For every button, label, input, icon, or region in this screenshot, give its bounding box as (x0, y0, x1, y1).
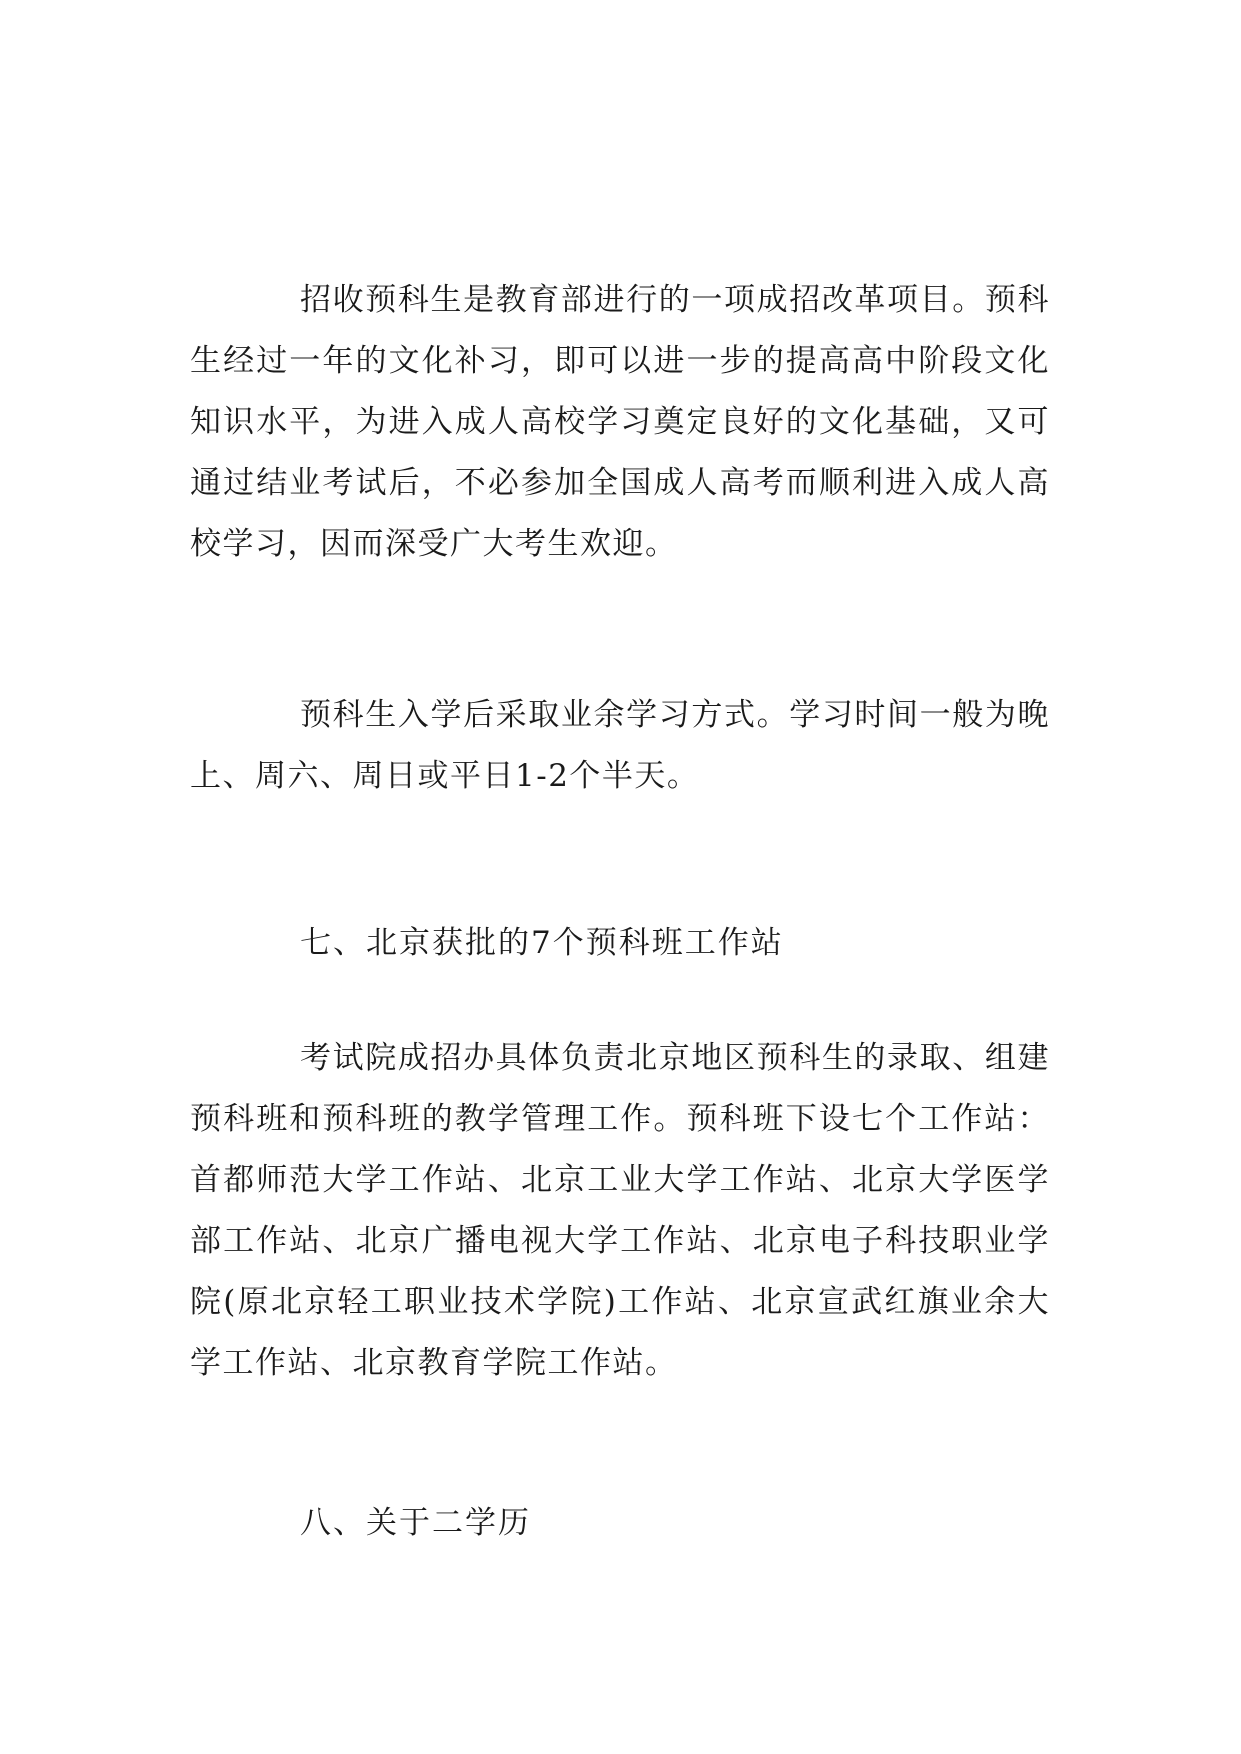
paragraph-preparatory-intro: 招收预科生是教育部进行的一项成招改革项目。预科生经过一年的文化补习，即可以进一步的提高高中阶段文化知识水平，为进入成人高校学习奠定良好的文化基础，又可通过结业考试后，不必参加全国成人高考而顺利进入成人高校学习，因而深受广大考生欢迎。 (190, 282, 1050, 562)
section-heading-seven: 七、北京获批的7个预科班工作站 (300, 925, 784, 961)
paragraph-workstations: 考试院成招办具体负责北京地区预科生的录取、组建预科班和预科班的教学管理工作。预科班下设七个工作站：首都师范大学工作站、北京工业大学工作站、北京大学医学部工作站、北京广播电视大学工作站、北京电子科技职业学院(原北京轻工职业技术学院)工作站、北京宣武红旗业余大学工作站、北京教育学院工作站。 (190, 1040, 1050, 1381)
paragraph-study-schedule: 预科生入学后采取业余学习方式。学习时间一般为晚上、周六、周日或平日1-2个半天。 (190, 697, 1050, 794)
section-heading-eight: 八、关于二学历 (300, 1505, 531, 1541)
